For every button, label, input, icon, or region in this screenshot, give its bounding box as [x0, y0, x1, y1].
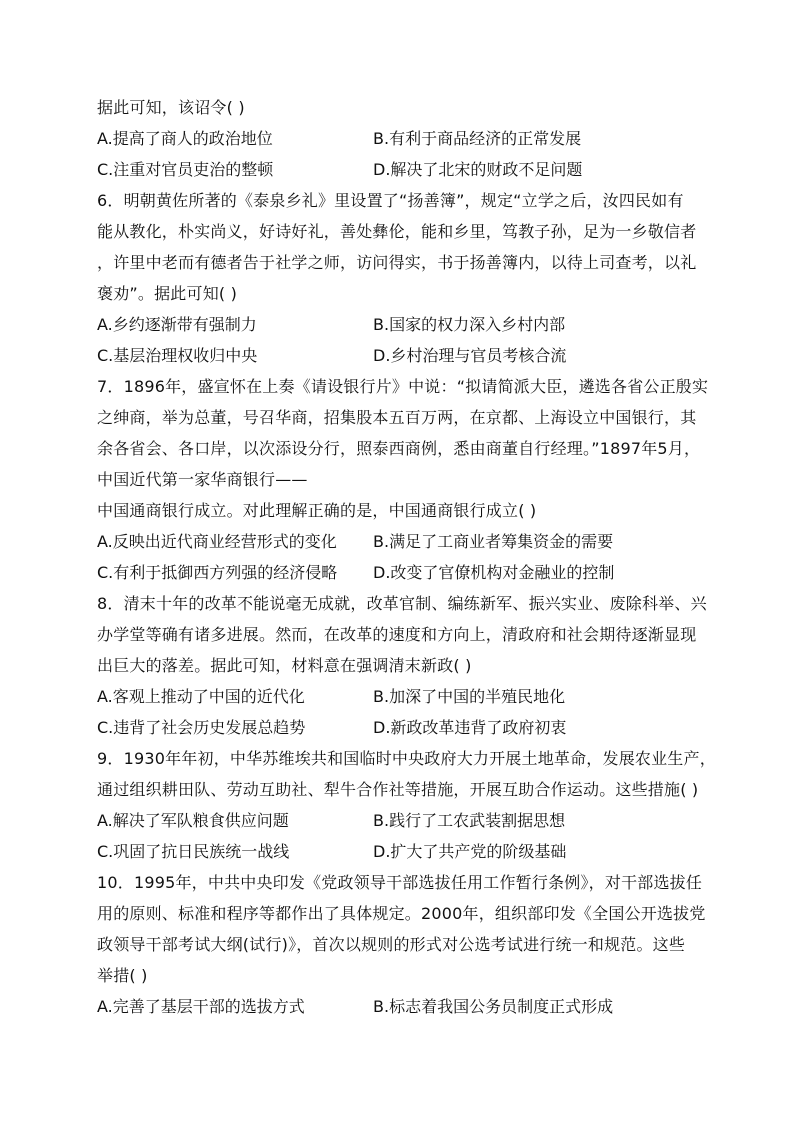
options-row — [97, 340, 702, 371]
question-stem-line: 褒劝”。据此可知( ) — [97, 284, 238, 303]
question-9 — [97, 743, 716, 867]
option-c: C.基层治理权收归中央 — [97, 346, 258, 365]
option-a: A.乡约逐渐带有强制力 — [97, 315, 257, 334]
options-row — [97, 526, 702, 557]
options-row — [97, 309, 702, 340]
question-stem-line: 余各省会、各口岸，以次添设分行，照泰西商例，悉由商董自行经理。”1897年5月， — [97, 439, 701, 458]
question-stem-line: 6．明朝黄佐所著的《泰泉乡礼》里设置了“扬善簿”，规定“立学之后，汝四民如有 — [97, 191, 684, 210]
options-row — [97, 836, 702, 867]
options-row — [97, 805, 702, 836]
option-b: B.践行了工农武装割据思想 — [373, 811, 566, 830]
option-d: D.解决了北宋的财政不足问题 — [373, 160, 583, 179]
question-stem-line: 10．1995年，中共中央印发《党政领导干部选拔任用工作暂行条例》，对干部选拔任 — [97, 873, 703, 892]
question-stem-line: 9．1930年年初，中华苏维埃共和国临时中央政府大力开展土地革命，发展农业生产， — [97, 749, 716, 768]
option-a: A.反映出近代商业经营形式的变化 — [97, 532, 337, 551]
question-5-options-row-2 — [97, 154, 702, 185]
option-d: D.新政改革违背了政府初衷 — [373, 718, 567, 737]
option-a: A.完善了基层干部的选拔方式 — [97, 997, 305, 1016]
question-stem-line: 中国近代第一家华商银行—— — [97, 470, 308, 489]
question-stem-line: 办学堂等确有诸多进展。然而，在改革的速度和方向上，清政府和社会期待逐渐显现 — [97, 625, 697, 644]
options-row — [97, 681, 702, 712]
question-stem-line: 之绅商，举为总董，号召华商，招集股本五百万两，在京都、上海设立中国银行，其 — [97, 408, 697, 427]
option-b: B.标志着我国公务员制度正式形成 — [373, 997, 614, 1016]
option-c: C.注重对官员吏治的整顿 — [97, 160, 274, 179]
question-5-tail: 据此可知，该诏令( ) — [97, 98, 245, 117]
question-stem-line: 通过组织耕田队、劳动互助社、犁牛合作社等措施，开展互助合作运动。这些措施( ) — [97, 780, 699, 799]
option-b: B.国家的权力深入乡村内部 — [373, 315, 566, 334]
option-a: A.客观上推动了中国的近代化 — [97, 687, 305, 706]
page-content — [97, 92, 716, 1022]
question-stem-line: 出巨大的落差。据此可知，材料意在强调清末新政( ) — [97, 656, 472, 675]
question-stem-line: 7．1896年，盛宣怀在上奏《请设银行片》中说：“拟请简派大臣，遴选各省公正殷实 — [97, 377, 709, 396]
option-c: C.违背了社会历史发展总趋势 — [97, 718, 306, 737]
option-a: A.解决了军队粮食供应问题 — [97, 811, 289, 830]
question-stem-line: 用的原则、标准和程序等都作出了具体规定。2000年，组织部印发《全国公开选拔党 — [97, 904, 706, 923]
question-5-options-row-1 — [97, 123, 702, 154]
option-c: C.巩固了抗日民族统一战线 — [97, 842, 290, 861]
question-stem-line: 8．清末十年的改革不能说毫无成就，改革官制、编练新军、振兴实业、废除科举、兴 — [97, 594, 707, 613]
question-8 — [97, 588, 707, 743]
option-d: D.改变了官僚机构对金融业的控制 — [373, 563, 615, 582]
question-stem-line: 中国通商银行成立。对此理解正确的是，中国通商银行成立( ) — [97, 501, 537, 520]
question-10 — [97, 867, 706, 1022]
question-stem-line: 政领导干部考试大纲(试行)》，首次以规则的形式对公选考试进行统一和规范。这些 — [97, 935, 686, 954]
option-b: B.满足了工商业者筹集资金的需要 — [373, 532, 614, 551]
question-stem-line: ，许里中老而有德者告于社学之师，访问得实，书于扬善簿内，以待上司查考，以礼 — [97, 253, 697, 272]
option-a: A.提高了商人的政治地位 — [97, 129, 273, 148]
option-d: D.扩大了共产党的阶级基础 — [373, 842, 567, 861]
option-b: B.加深了中国的半殖民地化 — [373, 687, 566, 706]
options-row — [97, 991, 702, 1022]
option-d: D.乡村治理与官员考核合流 — [373, 346, 567, 365]
question-stem-line: 能从教化，朴实尚义，好诗好礼，善处彝伦，能和乡里，笃教子孙，足为一乡敬信者 — [97, 222, 697, 241]
option-b: B.有利于商品经济的正常发展 — [373, 129, 582, 148]
options-row — [97, 712, 702, 743]
question-6 — [97, 185, 702, 371]
question-7 — [97, 371, 709, 588]
options-row — [97, 557, 702, 588]
option-c: C.有利于抵御西方列强的经济侵略 — [97, 563, 338, 582]
question-stem-line: 举措( ) — [97, 966, 148, 985]
